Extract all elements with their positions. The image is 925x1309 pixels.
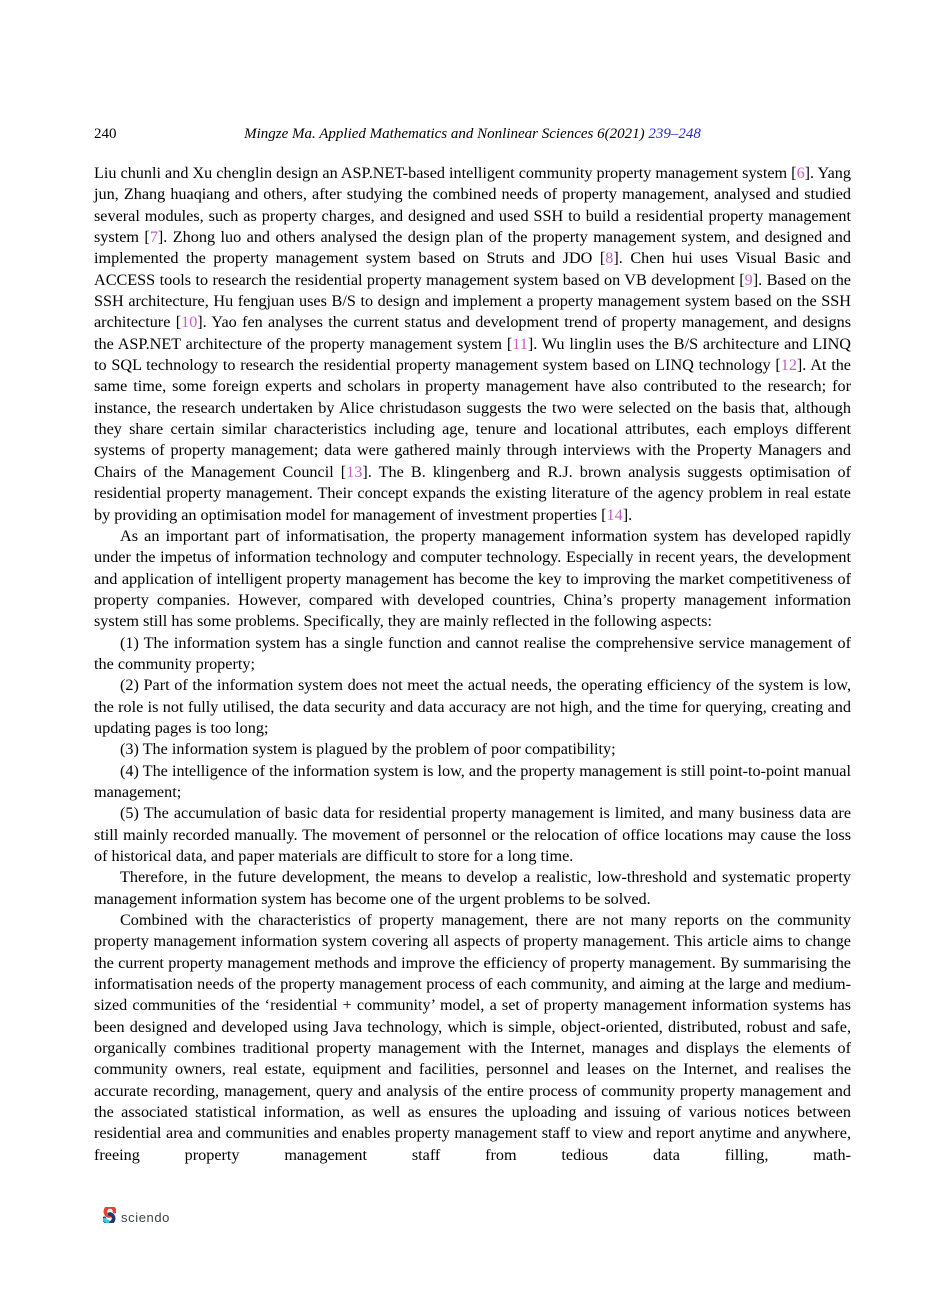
- paragraph: (1) The information system has a single function and cannot realise the comprehensive service management of the community property;: [94, 633, 851, 673]
- citation-link[interactable]: 8: [605, 249, 614, 268]
- paragraph: Therefore, in the future development, the means to develop a realistic, low-threshold and systematic property management information system has become one of the urgent problems to be solved.: [94, 868, 851, 908]
- paragraph: (4) The intelligence of the information system is low, and the property management is still point-to-point manual management;: [94, 761, 851, 801]
- paragraph: As an important part of informatisation, the property management information system has developed rapidly under the impetus of information technology and computer technology. Especially in recent years, the development and application of intelligent property management has become the key to improving the market competitiveness of property companies. However, compared with developed countries, China’s property management information system still has some problems. Specifically, they are mainly reflected in the following aspects:: [94, 526, 851, 631]
- citation-link[interactable]: 7: [149, 228, 158, 247]
- paragraph: (3) The information system is plagued by the problem of poor compatibility;: [120, 740, 616, 759]
- article-body: [94, 163, 851, 1166]
- running-title: [94, 124, 851, 144]
- page-footer: [103, 1207, 170, 1228]
- citation-link[interactable]: 9: [744, 270, 753, 289]
- citation-link[interactable]: 6: [796, 164, 805, 182]
- page-number: 240: [94, 126, 117, 142]
- sciendo-logo-icon: [103, 1207, 116, 1228]
- paragraph: Liu chunli and Xu chenglin design an ASP.NET-based intelligent community property management system [6]. Yang jun, Zhang huaqiang and others, after studying the combined needs of property management, analysed and studied several modules, such as property charges, and designed and used SSH to build a residential property management system [7]. Zhong luo and others analysed the design plan of the property management system, and designed and implemented the property management system based on Struts and JDO [8]. Chen hui uses Visual Basic and ACCESS tools to research the residential property management system based on VB development [9]. Based on the SSH architecture, Hu fengjuan uses B/S to design and implement a property management system based on the SSH architecture [10]. Yao fen analyses the current status and development trend of property management, and designs the ASP.NET architecture of the property management system [11]. Wu linglin uses the B/S architecture and LINQ to SQL technology to research the residential property management system based on LINQ technology [12]. At the same time, some foreign experts and scholars in property management have also contributed to the research; for instance, the research undertaken by Alice christudason suggests the two were selected on the basis that, although they share certain similar characteristics including age, tenure and locational attributes, each employs different systems of property management; data were gathered mainly through interviews with the Property Managers and Chairs of the Management Council [13]. The B. klingenberg and R.J. brown analysis suggests optimisation of residential property management. Their concept expands the existing literature of the agency problem in real estate by providing an optimisation model for management of investment properties [14].: [94, 164, 852, 524]
- paragraph: (2) Part of the information system does not meet the actual needs, the operating efficiency of the system is low, the role is not fully utilised, the data security and data accuracy are not high, and the time for querying, creating and updating pages is too long;: [94, 676, 851, 737]
- page-range-link[interactable]: 239–248: [648, 126, 701, 142]
- sciendo-logo-text: sciendo: [121, 1210, 171, 1225]
- citation-link[interactable]: 10: [181, 313, 198, 332]
- citation-link[interactable]: 12: [780, 356, 797, 375]
- paragraph: (5) The accumulation of basic data for residential property management is limited, and many business data are still mainly recorded manually. The movement of personnel or the relocation of office locations may cause the loss of historical data, and paper materials are difficult to store for a long time.: [94, 804, 851, 865]
- citation-link[interactable]: 11: [512, 334, 528, 353]
- citation-link[interactable]: 14: [606, 505, 623, 524]
- running-title-text: Mingze Ma. Applied Mathematics and Nonlinear Sciences 6(2021): [244, 126, 649, 142]
- citation-link[interactable]: 13: [346, 462, 363, 481]
- page-header: [94, 124, 851, 144]
- paragraph: Combined with the characteristics of property management, there are not many reports on the community property management information system covering all aspects of property management. This article aims to change the current property management methods and improve the efficiency of property management. By summarising the informatisation needs of the property management process of each community, and aiming at the large and medium-sized communities of the ‘residential + community’ model, a set of property management information systems has been designed and developed using Java technology, which is simple, object-oriented, distributed, robust and safe, organically combines traditional property management with the Internet, manages and displays the elements of community owners, real estate, equipment and facilities, personnel and leases on the Internet, and realises the accurate recording, management, query and analysis of the entire process of community property management and the associated statistical information, as well as ensures the uploading and issuing of various notices between residential area and communities and enables property management staff to view and report anytime and anywhere, freeing property management staff from tedious data filling, math-: [94, 911, 851, 1164]
